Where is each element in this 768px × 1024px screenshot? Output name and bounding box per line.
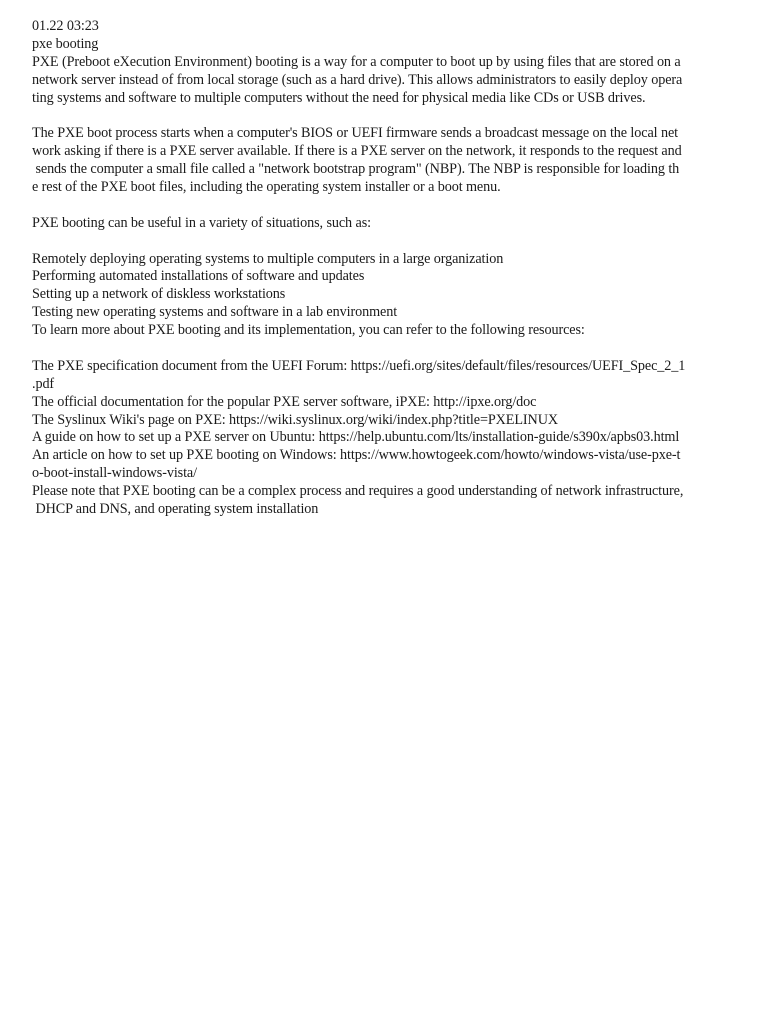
timestamp: 01.22 03:23 (32, 18, 99, 34)
text-line: Please note that PXE booting can be a complex process and requires a good understanding of network infrastructure, (32, 483, 684, 500)
text-line: e rest of the PXE boot files, including the operating system installer or a boot menu. (32, 179, 501, 196)
resource-line: A guide on how to set up a PXE server on Ubuntu: https://help.ubuntu.com/lts/installation-guide/s390x/apbs03.html (32, 429, 680, 446)
list-item: Setting up a network of diskless workstations (32, 286, 286, 303)
process-paragraph (32, 125, 738, 197)
blank-line (32, 233, 738, 251)
text-line: sends the computer a small file called a "network bootstrap program" (NBP). The NBP is responsible for loading th (32, 161, 680, 178)
resource-line: The Syslinux Wiki's page on PXE: https://wiki.syslinux.org/wiki/index.php?title=PXELINUX (32, 411, 558, 428)
blank-line (32, 197, 738, 215)
closing-note (32, 483, 738, 519)
text-line: The PXE boot process starts when a computer's BIOS or UEFI firmware sends a broadcast message on the local net (32, 125, 678, 142)
intro-paragraph (32, 54, 738, 108)
list-item: Testing new operating systems and software in a lab environment (32, 304, 398, 321)
resource-line: .pdf (32, 375, 55, 392)
uses-list (32, 251, 738, 323)
blank-line (32, 340, 738, 358)
resources-intro: To learn more about PXE booting and its implementation, you can refer to the following resources: (32, 322, 585, 339)
list-item: Remotely deploying operating systems to multiple computers in a large organization (32, 250, 504, 267)
text-line: network server instead of from local storage (such as a hard drive). This allows administrators to easily deploy opera (32, 71, 683, 88)
list-item: Performing automated installations of software and updates (32, 268, 365, 285)
resource-line: The official documentation for the popular PXE server software, iPXE: http://ipxe.org/doc (32, 393, 537, 410)
note-document (32, 18, 738, 519)
text-line: ting systems and software to multiple computers without the need for physical media like CDs or USB drives. (32, 89, 646, 106)
text-line: PXE (Preboot eXecution Environment) booting is a way for a computer to boot up by using files that are stored on a (32, 53, 681, 70)
text-line: work asking if there is a PXE server available. If there is a PXE server on the network, it responds to the request and (32, 143, 682, 160)
note-title: pxe booting (32, 35, 99, 52)
blank-line (32, 107, 738, 125)
resource-line: o-boot-install-windows-vista/ (32, 465, 197, 482)
resources-list (32, 358, 738, 483)
resource-line: An article on how to set up PXE booting on Windows: https://www.howtogeek.com/howto/windows-vista/use-pxe-t (32, 447, 681, 464)
text-line: DHCP and DNS, and operating system installation (32, 501, 319, 518)
uses-intro: PXE booting can be useful in a variety of situations, such as: (32, 214, 371, 231)
resource-line: The PXE specification document from the UEFI Forum: https://uefi.org/sites/default/files/resources/UEFI_Spec_2_1 (32, 357, 686, 374)
